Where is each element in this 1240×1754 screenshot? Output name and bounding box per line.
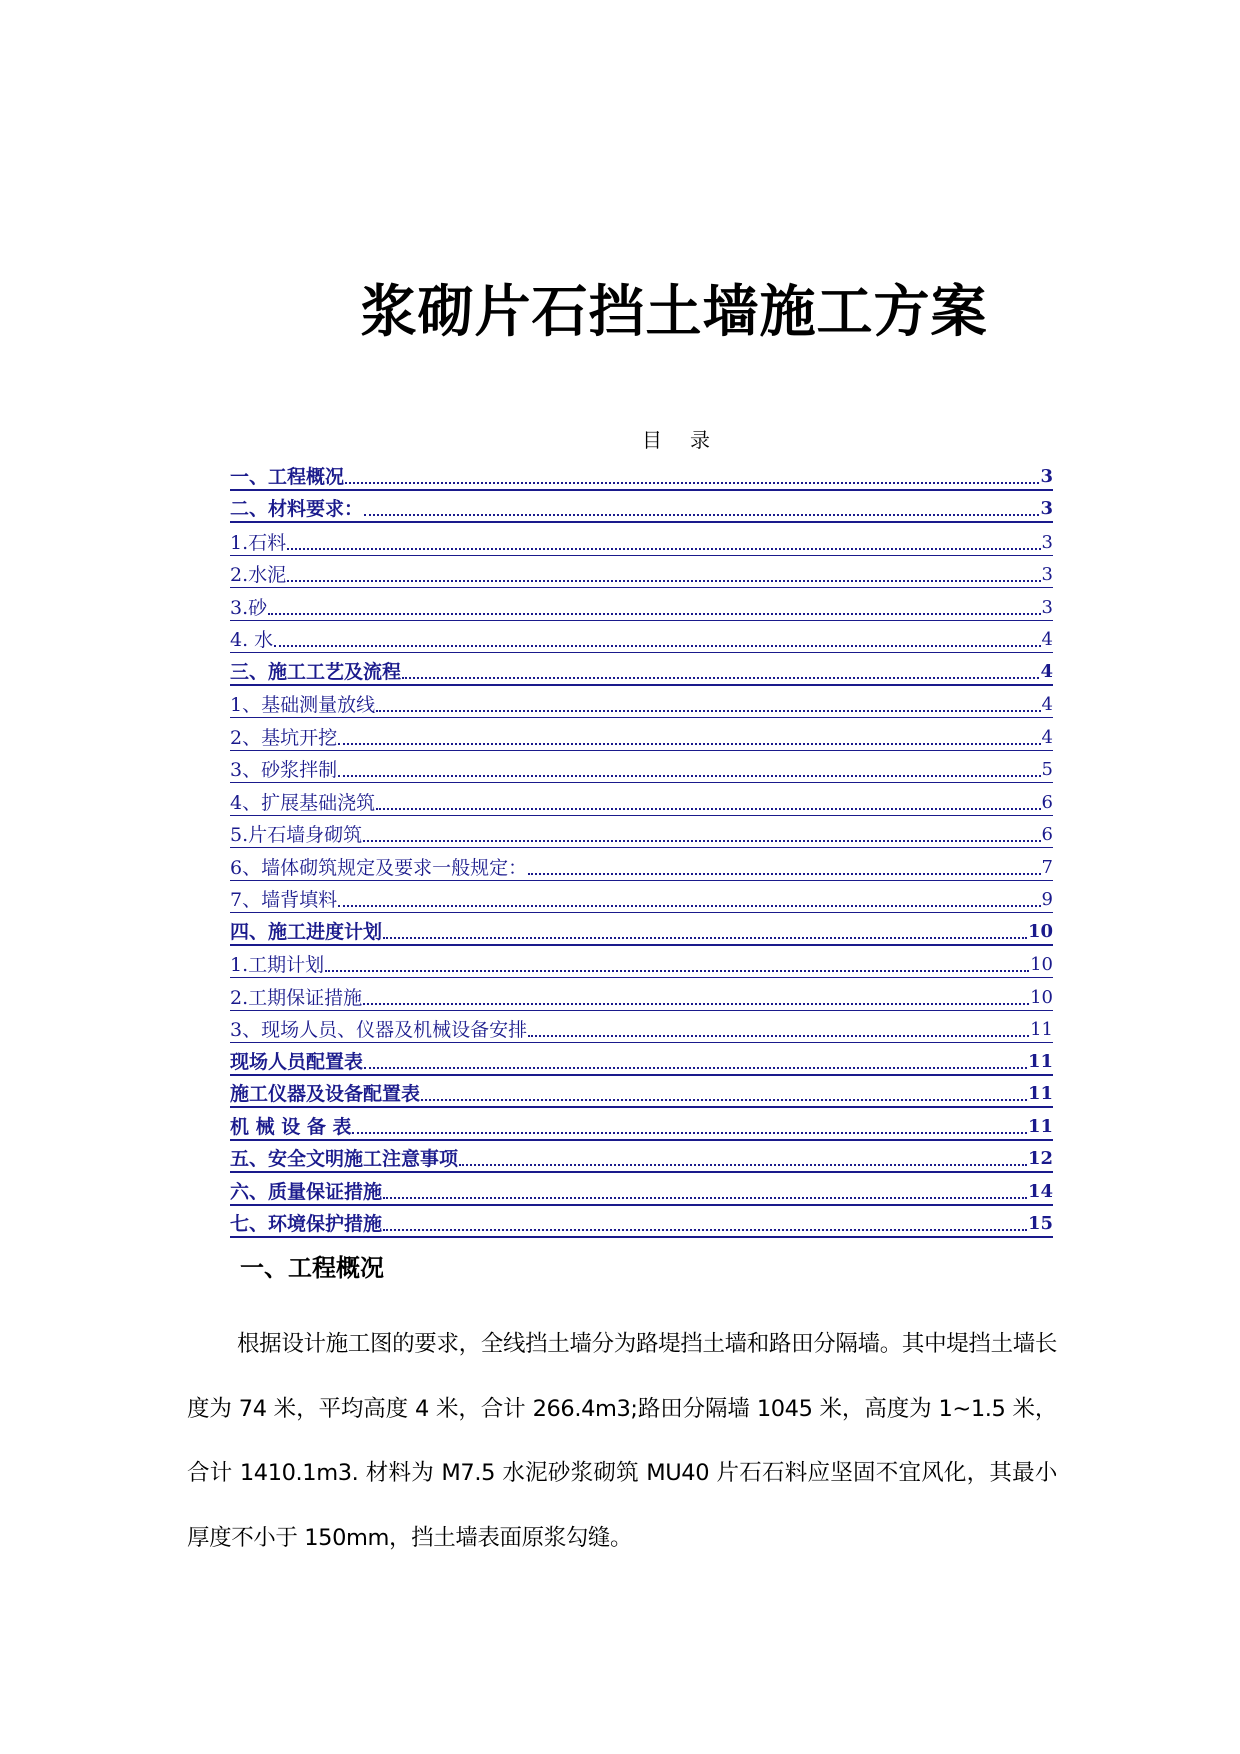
toc-entry-text: 7、墙背填料: [230, 889, 338, 911]
toc-entry-text: 机 械 设 备 表: [230, 1115, 352, 1138]
toc-entry-link[interactable]: [230, 913, 1053, 946]
toc-dot-leader: [376, 694, 1040, 716]
toc-entry-text: 3、砂浆拌制: [230, 759, 338, 781]
toc-entry-text: 现场人员配置表: [230, 1050, 364, 1073]
section-heading: 一、工程概况: [240, 1254, 384, 1282]
table-of-contents: [230, 458, 1053, 1238]
toc-page-number: 14: [1027, 1180, 1053, 1202]
toc-page-number: 11: [1030, 1019, 1053, 1040]
toc-entry-link[interactable]: [230, 1173, 1053, 1206]
toc-heading: [0, 425, 1240, 455]
toc-dot-leader: [383, 1181, 1027, 1203]
toc-entry-link[interactable]: [230, 491, 1053, 524]
toc-entry-text: 一、工程概况: [230, 465, 345, 488]
toc-entry-link[interactable]: [230, 588, 1053, 621]
toc-entry-text: 五、安全文明施工注意事项: [230, 1148, 459, 1170]
toc-dot-leader: [274, 629, 1040, 651]
toc-dot-leader: [287, 532, 1040, 554]
toc-entry-text: 2.水泥: [230, 564, 287, 586]
toc-page-number: 11: [1027, 1115, 1053, 1137]
toc-entry-text: 施工仪器及设备配置表: [230, 1083, 421, 1105]
toc-entry-text: 1.工期计划: [230, 954, 325, 976]
toc-page-number: 4: [1041, 629, 1053, 650]
toc-entry-link[interactable]: [230, 1076, 1053, 1109]
toc-dot-leader: [363, 824, 1040, 846]
toc-entry-link[interactable]: [230, 653, 1053, 686]
toc-page-number: 6: [1041, 791, 1053, 813]
toc-entry-link[interactable]: [230, 1206, 1053, 1239]
toc-dot-leader: [338, 889, 1040, 911]
toc-entry-text: 2.工期保证措施: [230, 986, 363, 1009]
toc-entry-text: 6、墙体砌筑规定及要求一般规定：: [230, 856, 528, 879]
toc-entry-link[interactable]: [230, 783, 1053, 816]
toc-dot-leader: [383, 921, 1027, 943]
toc-page-number: 4: [1040, 660, 1053, 682]
toc-entry-link[interactable]: [230, 816, 1053, 849]
toc-entry-link[interactable]: [230, 718, 1053, 751]
toc-dot-leader: [325, 954, 1029, 976]
toc-entry-text: 4. 水: [230, 629, 274, 651]
toc-dot-leader: [352, 1116, 1026, 1138]
toc-entry-text: 1.石料: [230, 531, 287, 554]
toc-dot-leader: [338, 727, 1040, 749]
toc-page-number: 10: [1030, 954, 1053, 975]
toc-dot-leader: [528, 857, 1040, 879]
toc-entry-text: 1、基础测量放线: [230, 694, 376, 716]
toc-dot-leader: [383, 1213, 1027, 1235]
toc-page-number: 10: [1027, 920, 1053, 942]
toc-dot-leader: [287, 564, 1040, 586]
toc-heading-right: 录: [690, 428, 710, 452]
toc-page-number: 4: [1041, 726, 1053, 748]
toc-entry-link[interactable]: [230, 556, 1053, 589]
toc-entry-text: 4、扩展基础浇筑: [230, 791, 376, 814]
toc-entry-link[interactable]: [230, 1011, 1053, 1044]
toc-entry-text: 5.片石墙身砌筑: [230, 824, 363, 846]
toc-page-number: 4: [1041, 694, 1053, 715]
toc-dot-leader: [345, 466, 1039, 488]
body-paragraph: 根据设计施工图的要求，全线挡土墙分为路堤挡土墙和路田分隔墙。其中堤挡土墙长度为 74 米，平均高度 4 米，合计 266.4m3;路田分隔墙 1045 米，高度为 1~1.5 米，合计 1410.1m3. 材料为 M7.5 水泥砂浆砌筑 MU40 片石石料应坚固不宜风化，其最小厚度不小于 150mm，挡土墙表面原浆勾缝。: [187, 1331, 1057, 1551]
toc-entry-link[interactable]: [230, 621, 1053, 654]
toc-page-number: 11: [1027, 1083, 1053, 1104]
toc-heading-left: 目: [642, 428, 662, 452]
toc-page-number: 9: [1041, 889, 1053, 910]
toc-dot-leader: [459, 1148, 1027, 1170]
toc-entry-link[interactable]: [230, 881, 1053, 914]
toc-dot-leader: [268, 597, 1040, 619]
toc-dot-leader: [421, 1083, 1027, 1105]
toc-page-number: 5: [1041, 759, 1053, 780]
toc-entry-link[interactable]: [230, 1043, 1053, 1076]
toc-dot-leader: [364, 1051, 1027, 1073]
toc-entry-text: 3、现场人员、仪器及机械设备安排: [230, 1019, 528, 1041]
toc-page-number: 15: [1027, 1213, 1053, 1234]
toc-page-number: 6: [1041, 824, 1053, 845]
toc-dot-leader: [364, 498, 1039, 520]
toc-entry-text: 3.砂: [230, 596, 268, 619]
toc-entry-text: 二、材料要求：: [230, 498, 364, 520]
toc-page-number: 3: [1040, 498, 1053, 519]
toc-entry-link[interactable]: [230, 848, 1053, 881]
toc-page-number: 7: [1041, 856, 1053, 878]
toc-page-number: 11: [1027, 1050, 1053, 1072]
toc-entry-text: 七、环境保护措施: [230, 1213, 383, 1235]
toc-entry-link[interactable]: [230, 978, 1053, 1011]
toc-page-number: 3: [1040, 465, 1053, 487]
toc-entry-link[interactable]: [230, 946, 1053, 979]
toc-page-number: 10: [1030, 986, 1053, 1008]
toc-page-number: 3: [1041, 564, 1053, 585]
toc-dot-leader: [528, 1019, 1029, 1041]
toc-page-number: 3: [1041, 596, 1053, 618]
toc-dot-leader: [338, 759, 1040, 781]
toc-page-number: 3: [1041, 531, 1053, 553]
toc-entry-link[interactable]: [230, 686, 1053, 719]
toc-entry-link[interactable]: [230, 523, 1053, 556]
toc-entry-text: 2、基坑开挖: [230, 726, 338, 749]
toc-entry-link[interactable]: [230, 1108, 1053, 1141]
toc-entry-text: 四、施工进度计划: [230, 920, 383, 943]
toc-dot-leader: [376, 792, 1040, 814]
document-title: 浆砌片石挡土墙施工方案: [360, 280, 988, 345]
toc-dot-leader: [363, 987, 1029, 1009]
toc-entry-text: 三、施工工艺及流程: [230, 660, 402, 683]
toc-page-number: 12: [1027, 1148, 1053, 1169]
toc-entry-link[interactable]: [230, 458, 1053, 491]
toc-entry-link[interactable]: [230, 751, 1053, 784]
toc-entry-link[interactable]: [230, 1141, 1053, 1174]
toc-dot-leader: [402, 661, 1039, 683]
toc-entry-text: 六、质量保证措施: [230, 1180, 383, 1203]
